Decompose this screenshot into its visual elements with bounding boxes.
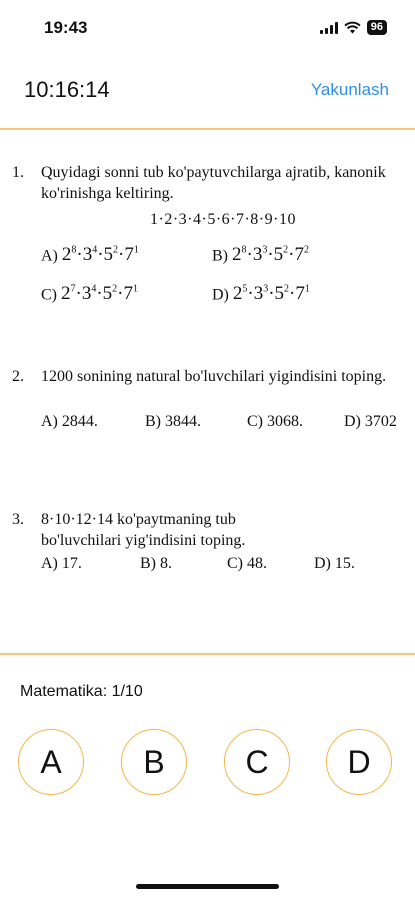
- question-number: 3.: [12, 511, 24, 528]
- answer-button-d[interactable]: D: [326, 729, 392, 795]
- quiz-header: [0, 60, 415, 128]
- header-divider: [0, 128, 415, 130]
- footer-divider: [0, 653, 415, 655]
- answer-buttons: [18, 729, 400, 795]
- home-indicator[interactable]: [136, 884, 279, 889]
- option-b: B) 3844.: [145, 413, 201, 430]
- finish-button[interactable]: Yakunlash: [310, 80, 389, 99]
- option-formula: $2^8\cdot 3^3\cdot 5^2\cdot 7^2$: [232, 244, 309, 266]
- wifi-icon: [344, 21, 361, 34]
- quiz-timer: 10:16:14: [24, 77, 110, 102]
- question-text: Quyidagi sonni tub ko'paytuvchilarga ajratib, kanonik ko'rinishga keltiring.: [41, 164, 386, 202]
- question-text: 8·10·12·14 ko'paytmaning tub bo'luvchilari yig'indisini toping.: [41, 511, 246, 549]
- subject-progress: Matematika: 1/10: [20, 683, 143, 700]
- answer-button-b[interactable]: B: [121, 729, 187, 795]
- option-formula: $2^8\cdot 3^4\cdot 5^2\cdot 7^1$: [61, 244, 139, 266]
- option-b: [212, 240, 309, 266]
- question-expression: 1·2·3·4·5·6·7·8·9·10: [150, 211, 296, 228]
- option-a: [41, 240, 139, 266]
- option-c: [41, 279, 138, 305]
- answer-button-c[interactable]: C: [224, 729, 290, 795]
- status-bar: [0, 0, 415, 52]
- option-a: A) 17.: [41, 555, 82, 572]
- option-d: D) 3702: [344, 413, 397, 430]
- option-d: [212, 279, 310, 305]
- question-number: 1.: [12, 164, 24, 181]
- signal-icon: [320, 22, 338, 34]
- option-letter: A): [41, 247, 58, 265]
- question-3: [12, 509, 412, 579]
- status-icons: [320, 20, 387, 35]
- option-a: A) 2844.: [41, 413, 98, 430]
- option-b: B) 8.: [140, 555, 172, 572]
- option-d: D) 15.: [314, 555, 355, 572]
- option-formula: $2^7\cdot 3^4\cdot 5^2\cdot 7^1$: [61, 283, 138, 305]
- answer-button-a[interactable]: A: [18, 729, 84, 795]
- status-time: 19:43: [44, 18, 88, 37]
- option-letter: B): [212, 247, 228, 265]
- option-letter: D): [212, 286, 229, 304]
- battery-icon: 96: [367, 20, 387, 35]
- option-formula: $2^5\cdot 3^3\cdot 5^2\cdot 7^1$: [232, 283, 310, 305]
- question-1: [12, 162, 412, 312]
- question-text: 1200 sonining natural bo'luvchilari yigindisini toping.: [41, 368, 387, 385]
- question-number: 2.: [12, 368, 24, 385]
- option-letter: C): [41, 286, 57, 304]
- option-c: C) 3068.: [247, 413, 303, 430]
- option-c: C) 48.: [227, 555, 267, 572]
- question-2: [12, 366, 412, 436]
